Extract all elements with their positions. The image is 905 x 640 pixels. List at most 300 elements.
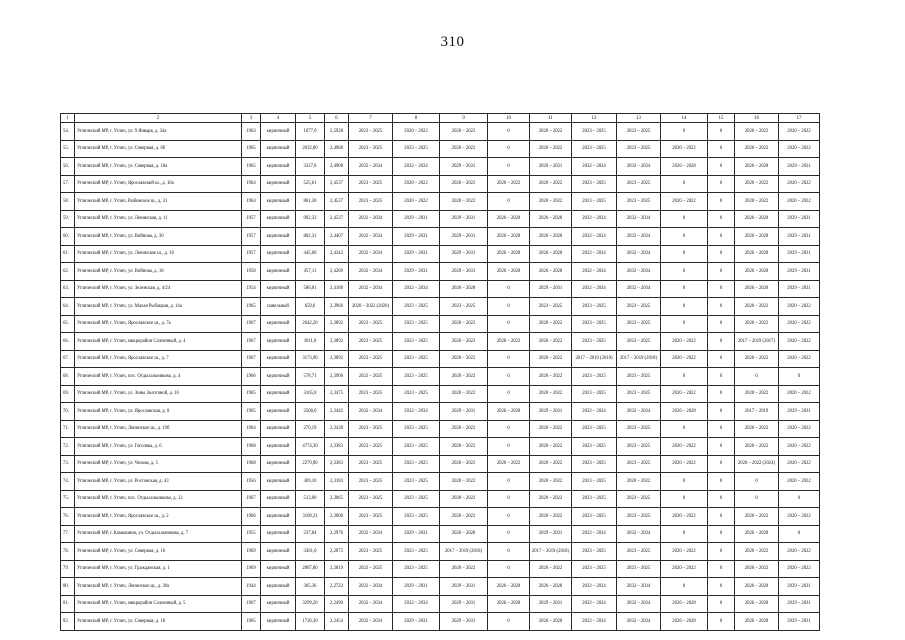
table-cell: 2,4407 <box>325 228 349 246</box>
table-cell: 2020 – 2022 <box>779 420 820 438</box>
table-cell: 2020 – 2022 <box>779 438 820 456</box>
table-cell: кирпичный <box>261 543 296 561</box>
table-cell: 1958 <box>242 263 261 281</box>
table-cell: 2023 – 2025 <box>572 123 617 141</box>
table-cell: 2023 – 2025 <box>349 490 393 508</box>
table-cell: 2029 – 2031 <box>440 613 488 631</box>
table-cell: 2029 – 2031 <box>440 403 488 421</box>
column-number: 4 <box>261 114 296 123</box>
address-cell: Углический МР, г. Углич, ул. Северная, д. 18 <box>75 613 242 631</box>
table-cell: 2029 – 2031 <box>779 210 820 228</box>
table-cell: кирпичный <box>261 385 296 403</box>
table-cell: 2023 – 2025 <box>349 455 393 473</box>
table-cell: 2032 – 2034 <box>617 403 661 421</box>
table-cell: 2023 – 2025 <box>349 175 393 193</box>
table-cell: 0 <box>708 385 735 403</box>
table-cell: 2500,0 <box>296 403 325 421</box>
table-cell: 2,3906 <box>325 368 349 386</box>
table-cell: 2020 – 2022 <box>661 543 708 561</box>
table-row <box>61 263 820 281</box>
column-number: 7 <box>349 114 393 123</box>
table-cell: 1077,0 <box>296 123 325 141</box>
table-cell: 0 <box>708 578 735 596</box>
table-cell: 1967 <box>242 315 261 333</box>
table-cell: 0 <box>488 508 530 526</box>
table-cell: 2020 – 2022 <box>779 315 820 333</box>
address-cell: Углический МР, г. Углич, ул. Ростовская, д. 43 <box>75 473 242 491</box>
table-cell: 2020 – 2022 <box>735 193 779 211</box>
table-cell: 2023 – 2025 <box>349 508 393 526</box>
table-cell: 2023 – 2025 <box>393 385 440 403</box>
row-number-cell: 64. <box>61 298 75 316</box>
table-cell: 0 <box>708 368 735 386</box>
table-cell: 1965 <box>242 158 261 176</box>
address-cell: Углический МР, г. Углич, ул. Чехова, д. 5 <box>75 455 242 473</box>
table-cell: 2020 – 2022 <box>440 508 488 526</box>
table-cell: 1965 <box>242 613 261 631</box>
table-cell: 2026 – 2028 <box>530 245 572 263</box>
table-cell: 0 <box>488 280 530 298</box>
table-cell: 2023 – 2025 <box>572 368 617 386</box>
table-cell: 2029 – 2031 <box>779 280 820 298</box>
row-number-cell: 66. <box>61 333 75 351</box>
table-cell: 0 <box>661 490 708 508</box>
table-cell: 2029 – 2031 <box>440 210 488 228</box>
table-cell: 2023 – 2025 <box>393 350 440 368</box>
address-cell: Углический МР, г. Углич, ул. Северная, д. 16 <box>75 543 242 561</box>
table-cell: 0 <box>488 158 530 176</box>
table-cell: 2032 – 2034 <box>617 595 661 613</box>
column-number: 15 <box>708 114 735 123</box>
table-cell: 445,60 <box>296 245 325 263</box>
table-cell: 2023 – 2025 <box>572 560 617 578</box>
column-number: 5 <box>296 114 325 123</box>
table-cell: 2020 – 2022 <box>440 368 488 386</box>
table-cell: кирпичный <box>261 595 296 613</box>
table-cell: 2,3892 <box>325 315 349 333</box>
row-number-cell: 73. <box>61 455 75 473</box>
table-cell: 2032 – 2034 <box>617 613 661 631</box>
table-cell: 2029 – 2031 <box>530 525 572 543</box>
table-cell: 1736,30 <box>296 613 325 631</box>
table-cell: кирпичный <box>261 193 296 211</box>
table-cell: 457,11 <box>296 263 325 281</box>
table-cell: 2023 – 2025 <box>617 333 661 351</box>
table-cell: 0 <box>661 473 708 491</box>
table-cell: 2,2976 <box>325 525 349 543</box>
table-cell: 2029 – 2031 <box>440 158 488 176</box>
table-cell: 0 <box>661 315 708 333</box>
table-cell: 2020 – 2022 <box>735 140 779 158</box>
table-cell: 2032 – 2034 <box>572 245 617 263</box>
table-cell: 2020 – 2022 <box>735 350 779 368</box>
table-cell: 2020 – 2022 <box>661 385 708 403</box>
table-cell: 0 <box>488 420 530 438</box>
table-cell: 1957 <box>242 210 261 228</box>
table-cell: 0 <box>708 123 735 141</box>
table-cell: 2029 – 2031 <box>393 613 440 631</box>
table-cell: 2020 – 2022 <box>440 193 488 211</box>
table-cell: 2020 – 2022 <box>617 473 661 491</box>
table-cell: 0 <box>708 525 735 543</box>
table-cell: 2023 – 2025 <box>572 140 617 158</box>
row-number-cell: 62. <box>61 263 75 281</box>
table-cell: 2032 – 2034 <box>572 158 617 176</box>
table-cell: 3169,31 <box>296 508 325 526</box>
table-cell: 0 <box>488 525 530 543</box>
table-cell: 2023 – 2025 <box>572 543 617 561</box>
table-cell: 2032 – 2034 <box>617 210 661 228</box>
table-cell: 2023 – 2025 <box>572 315 617 333</box>
table-cell: 2026 – 2028 <box>735 525 779 543</box>
table-cell: 2023 – 2025 <box>349 385 393 403</box>
table-row <box>61 385 820 403</box>
table-cell: 1957 <box>242 245 261 263</box>
table-cell: 2,4269 <box>325 263 349 281</box>
table-cell: 2020 – 2022 <box>779 140 820 158</box>
table-row <box>61 420 820 438</box>
column-number: 14 <box>661 114 708 123</box>
table-cell: 2023 – 2025 <box>393 298 440 316</box>
row-number-cell: 71. <box>61 420 75 438</box>
table-cell: 2026 – 2028 <box>735 578 779 596</box>
table-cell: 2023 – 2025 <box>617 438 661 456</box>
table-cell: 2023 – 2025 <box>617 140 661 158</box>
table-cell: 2020 – 2022 <box>661 455 708 473</box>
table-cell: 2020 – 2022 <box>779 298 820 316</box>
table-cell: 0 <box>661 368 708 386</box>
table-cell: 2026 – 2028 <box>530 210 572 228</box>
table-cell: 0 <box>661 263 708 281</box>
address-cell: Углический МР, г. Углич, ул. Ленинская, д. 11 <box>75 210 242 228</box>
table-cell: кирпичный <box>261 263 296 281</box>
address-cell: Углический МР, г. Углич, Ярославский ш., д. 10а <box>75 175 242 193</box>
table-cell: 4774,30 <box>296 438 325 456</box>
table-cell: 2026 – 2028 <box>488 578 530 596</box>
table-cell: 2026 – 2028 <box>488 403 530 421</box>
table-cell: 2,2819 <box>325 560 349 578</box>
table-cell: 2020 – 2022 <box>735 508 779 526</box>
table-cell: 2023 – 2025 <box>572 455 617 473</box>
table-cell: 2029 – 2031 <box>779 613 820 631</box>
table-cell: 2020 – 2022 <box>530 315 572 333</box>
table-row <box>61 280 820 298</box>
table-cell: 2020 – 2022 <box>779 543 820 561</box>
table-cell: 2023 – 2025 <box>393 315 440 333</box>
table-cell: 2026 – 2028 <box>661 403 708 421</box>
table-cell: 513,00 <box>296 490 325 508</box>
table-cell: 2020 – 2022 <box>735 175 779 193</box>
table-cell: 0 <box>661 245 708 263</box>
table-cell: 0 <box>661 210 708 228</box>
table-cell: 2026 – 2028 <box>735 245 779 263</box>
table-cell: 2029 – 2031 <box>530 595 572 613</box>
table-cell: 0 <box>708 228 735 246</box>
table-row <box>61 543 820 561</box>
table-cell: 3011,0 <box>296 333 325 351</box>
table-cell: 2032 – 2034 <box>393 403 440 421</box>
table-cell: кирпичный <box>261 613 296 631</box>
table-cell: 0 <box>488 560 530 578</box>
table-cell: 0 <box>661 298 708 316</box>
table-cell: 2,3475 <box>325 385 349 403</box>
table-cell: 2023 – 2025 <box>349 543 393 561</box>
column-number: 9 <box>440 114 488 123</box>
table-cell: 2017 – 2019 (2018) <box>530 543 572 561</box>
table-cell: 2,3383 <box>325 438 349 456</box>
table-row <box>61 525 820 543</box>
table-row <box>61 175 820 193</box>
address-cell: Углический МР, г. Углич, ул. Малая Рыбацкая, д. 14а <box>75 298 242 316</box>
table-cell: 2029 – 2031 <box>393 263 440 281</box>
table-cell: 2020 – 2022 <box>661 140 708 158</box>
table-cell: кирпичный <box>261 280 296 298</box>
table-cell: 2,2454 <box>325 613 349 631</box>
table-cell: 1944 <box>242 578 261 596</box>
table-cell: 2029 – 2031 <box>779 263 820 281</box>
table-cell: 2032 – 2034 <box>572 525 617 543</box>
table-cell: 2642,20 <box>296 315 325 333</box>
table-cell: 2026 – 2028 <box>488 263 530 281</box>
table-cell: 2026 – 2028 <box>735 210 779 228</box>
address-cell: Углический МР, г. Углич, Ярославское ш., д. 2 <box>75 508 242 526</box>
table-cell: 2026 – 2028 <box>530 613 572 631</box>
address-cell: Углический МР, г. Углич, ул. Войнова, д. 18 <box>75 263 242 281</box>
table-cell: 1965 <box>242 140 261 158</box>
table-row <box>61 228 820 246</box>
table-cell: 2029 – 2031 <box>779 403 820 421</box>
table-cell: кирпичный <box>261 455 296 473</box>
table-cell: 369,10 <box>296 473 325 491</box>
address-cell: Углический МР, г. Углич, микрорайон Солнечный, д. 4 <box>75 333 242 351</box>
table-row <box>61 595 820 613</box>
table-row <box>61 560 820 578</box>
table-cell: кирпичный <box>261 123 296 141</box>
table-cell: 0 <box>488 193 530 211</box>
table-cell: 1968 <box>242 438 261 456</box>
table-cell: 0 <box>488 123 530 141</box>
table-row <box>61 473 820 491</box>
table-cell: 2,3966 <box>325 298 349 316</box>
table-cell: 2029 – 2031 <box>440 245 488 263</box>
table-cell: 0 <box>779 490 820 508</box>
table-cell: кирпичный <box>261 315 296 333</box>
table-cell: 2029 – 2031 <box>779 578 820 596</box>
table-cell: 2020 – 2022 <box>735 560 779 578</box>
table-cell: 2029 – 2031 <box>779 228 820 246</box>
table-cell: 2023 – 2025 <box>572 298 617 316</box>
table-cell: 2029 – 2031 <box>440 228 488 246</box>
row-number-cell: 56. <box>61 158 75 176</box>
table-cell: кирпичный <box>261 228 296 246</box>
table-cell: 2029 – 2031 <box>393 245 440 263</box>
table-cell: 2029 – 2031 <box>393 210 440 228</box>
table-cell: 0 <box>779 525 820 543</box>
table-cell: 2020 – 2022 <box>440 455 488 473</box>
column-number: 10 <box>488 114 530 123</box>
table-cell: 2020 – 2022 <box>779 473 820 491</box>
row-number-cell: 67. <box>61 350 75 368</box>
table-cell: 2020 – 2022 <box>530 473 572 491</box>
table-cell: 0 <box>708 245 735 263</box>
table-cell: 2026 – 2028 <box>735 228 779 246</box>
table-cell: 2020 – 2022 <box>440 473 488 491</box>
row-number-cell: 74. <box>61 473 75 491</box>
table-cell: 2017 – 2019 (2018) <box>440 543 488 561</box>
table-cell: 2026 – 2028 <box>735 595 779 613</box>
table-cell: 2032 – 2034 <box>617 525 661 543</box>
table-cell: 0 <box>708 473 735 491</box>
table-cell: 2023 – 2025 <box>393 438 440 456</box>
table-cell: кирпичный <box>261 490 296 508</box>
table-cell: 1965 <box>242 385 261 403</box>
table-cell: 0 <box>708 315 735 333</box>
table-cell: 2026 – 2028 <box>530 263 572 281</box>
table-cell: 0 <box>488 298 530 316</box>
table-cell: 2020 – 2022 <box>530 175 572 193</box>
table-cell: 2020 – 2022 <box>530 193 572 211</box>
table-cell: 2023 – 2025 <box>440 298 488 316</box>
table-cell: 0 <box>708 193 735 211</box>
address-cell: Углический МР, г. Углич, пос. Отдыхальникова, д. 4 <box>75 368 242 386</box>
address-cell: Углический МР, г. Углич, Ленинское ш., д. 30а <box>75 578 242 596</box>
table-cell: 2023 – 2025 <box>572 193 617 211</box>
table-row <box>61 403 820 421</box>
table-cell: 1967 <box>242 595 261 613</box>
table-cell: 0 <box>708 508 735 526</box>
table-cell: 2020 – 2022 <box>735 123 779 141</box>
table-cell: 1969 <box>242 560 261 578</box>
table-cell: 2029 – 2031 <box>440 595 488 613</box>
table-cell: 2,3892 <box>325 333 349 351</box>
table-row <box>61 245 820 263</box>
table-cell: 2020 – 2022 <box>488 333 530 351</box>
table-cell: 861,30 <box>296 193 325 211</box>
table-row <box>61 438 820 456</box>
row-number-cell: 60. <box>61 228 75 246</box>
table-cell: 586,81 <box>296 280 325 298</box>
table-cell: панельный <box>261 298 296 316</box>
table-cell: 2020 – 2022 <box>530 385 572 403</box>
table-cell: 2023 – 2025 <box>572 508 617 526</box>
table-cell: 1966 <box>242 368 261 386</box>
table-cell: 2023 – 2025 <box>617 175 661 193</box>
table-cell: кирпичный <box>261 245 296 263</box>
row-number-cell: 82. <box>61 613 75 631</box>
column-number: 3 <box>242 114 261 123</box>
table-cell: 2,4537 <box>325 210 349 228</box>
table-cell: 2020 – 2022 <box>530 420 572 438</box>
table-cell: 0 <box>488 385 530 403</box>
table-cell: кирпичный <box>261 350 296 368</box>
table-cell: 2032 – 2034 <box>572 613 617 631</box>
table-cell: 2020 – 2022 <box>440 350 488 368</box>
table-cell: 525,61 <box>296 175 325 193</box>
table-cell: 2032 – 2034 <box>393 158 440 176</box>
table-cell: 0 <box>488 315 530 333</box>
table-cell: 2887,80 <box>296 560 325 578</box>
column-number-row <box>61 114 820 123</box>
column-number: 8 <box>393 114 440 123</box>
table-cell: 2020 – 2022 <box>661 193 708 211</box>
table-cell: 0 <box>708 403 735 421</box>
table-cell: 2026 – 2028 <box>735 613 779 631</box>
table-cell: 2029 – 2031 <box>393 228 440 246</box>
table-cell: 1956 <box>242 473 261 491</box>
table-cell: 2023 – 2025 <box>349 315 393 333</box>
table-cell: 2032 – 2034 <box>617 280 661 298</box>
row-number-cell: 75. <box>61 490 75 508</box>
table-cell: 2023 – 2025 <box>393 455 440 473</box>
address-cell: Углический МР, г. Углич, Ярославское ш., д. 7 <box>75 350 242 368</box>
table-cell: 0 <box>708 350 735 368</box>
table-cell: 0 <box>488 438 530 456</box>
table-cell: 2023 – 2025 <box>572 175 617 193</box>
table-cell: 2,3442 <box>325 403 349 421</box>
table-cell: 2023 – 2025 <box>349 438 393 456</box>
table-cell: 2017 – 2019 (2017) <box>735 333 779 351</box>
table-cell: 2023 – 2025 <box>349 123 393 141</box>
table-cell: 2017 – 2019 <box>735 403 779 421</box>
table-cell: 0 <box>708 490 735 508</box>
table-cell: 2017 – 2019 (2018) <box>617 350 661 368</box>
table-cell: 2020 – 2022 <box>735 420 779 438</box>
table-row <box>61 333 820 351</box>
table-cell: 0 <box>488 613 530 631</box>
table-row <box>61 298 820 316</box>
table-cell: 2020 – 2022 <box>779 333 820 351</box>
table-cell: 1955 <box>242 525 261 543</box>
table-cell: 2023 – 2025 <box>617 368 661 386</box>
table-cell: 0 <box>708 560 735 578</box>
address-cell: Углический МР, г. Углич, Ярославское ш., д. 7а <box>75 315 242 333</box>
table-cell: 2020 – 2022 <box>530 368 572 386</box>
address-cell: Углический МР, г. Углич, пос. Отдыхальникова, д. 13 <box>75 490 242 508</box>
table-cell: 2023 – 2025 <box>617 193 661 211</box>
address-cell: Углический МР, г. Углич, ул. Ярославская, д. 8 <box>75 403 242 421</box>
table-cell: 2023 – 2025 <box>617 508 661 526</box>
table-cell: 2020 – 2022 <box>530 123 572 141</box>
table-cell: 2,4968 <box>325 140 349 158</box>
table-cell: 2020 – 2022 <box>440 123 488 141</box>
table-cell: 2020 – 2022 <box>735 543 779 561</box>
row-number-cell: 61. <box>61 245 75 263</box>
table-cell: 3299,20 <box>296 595 325 613</box>
table-cell: кирпичный <box>261 508 296 526</box>
address-cell: Углический МР, г. Углич, ул. Войнова, д. 30 <box>75 228 242 246</box>
table-cell: 2023 – 2025 <box>349 473 393 491</box>
table-cell: 2,3383 <box>325 455 349 473</box>
table-cell: 2026 – 2028 <box>488 210 530 228</box>
table-cell: кирпичный <box>261 438 296 456</box>
table-cell: 2,3183 <box>325 473 349 491</box>
table-cell: 0 <box>708 420 735 438</box>
table-cell: 0 <box>735 490 779 508</box>
table-cell: 2029 – 2031 <box>779 245 820 263</box>
table-cell: 2,3065 <box>325 490 349 508</box>
table-cell: 2020 – 2022 <box>779 385 820 403</box>
housing-register-table <box>60 113 820 631</box>
address-cell: Углический МР, г. Углич, ул. Зины Золотовой, д. 16 <box>75 385 242 403</box>
table-cell: 0 <box>708 438 735 456</box>
row-number-cell: 55. <box>61 140 75 158</box>
row-number-cell: 69. <box>61 385 75 403</box>
table-cell: 2023 – 2025 <box>617 490 661 508</box>
table-cell: 2023 – 2025 <box>617 385 661 403</box>
table-row <box>61 455 820 473</box>
table-cell: кирпичный <box>261 175 296 193</box>
table-cell: 2020 – 2022 <box>661 508 708 526</box>
